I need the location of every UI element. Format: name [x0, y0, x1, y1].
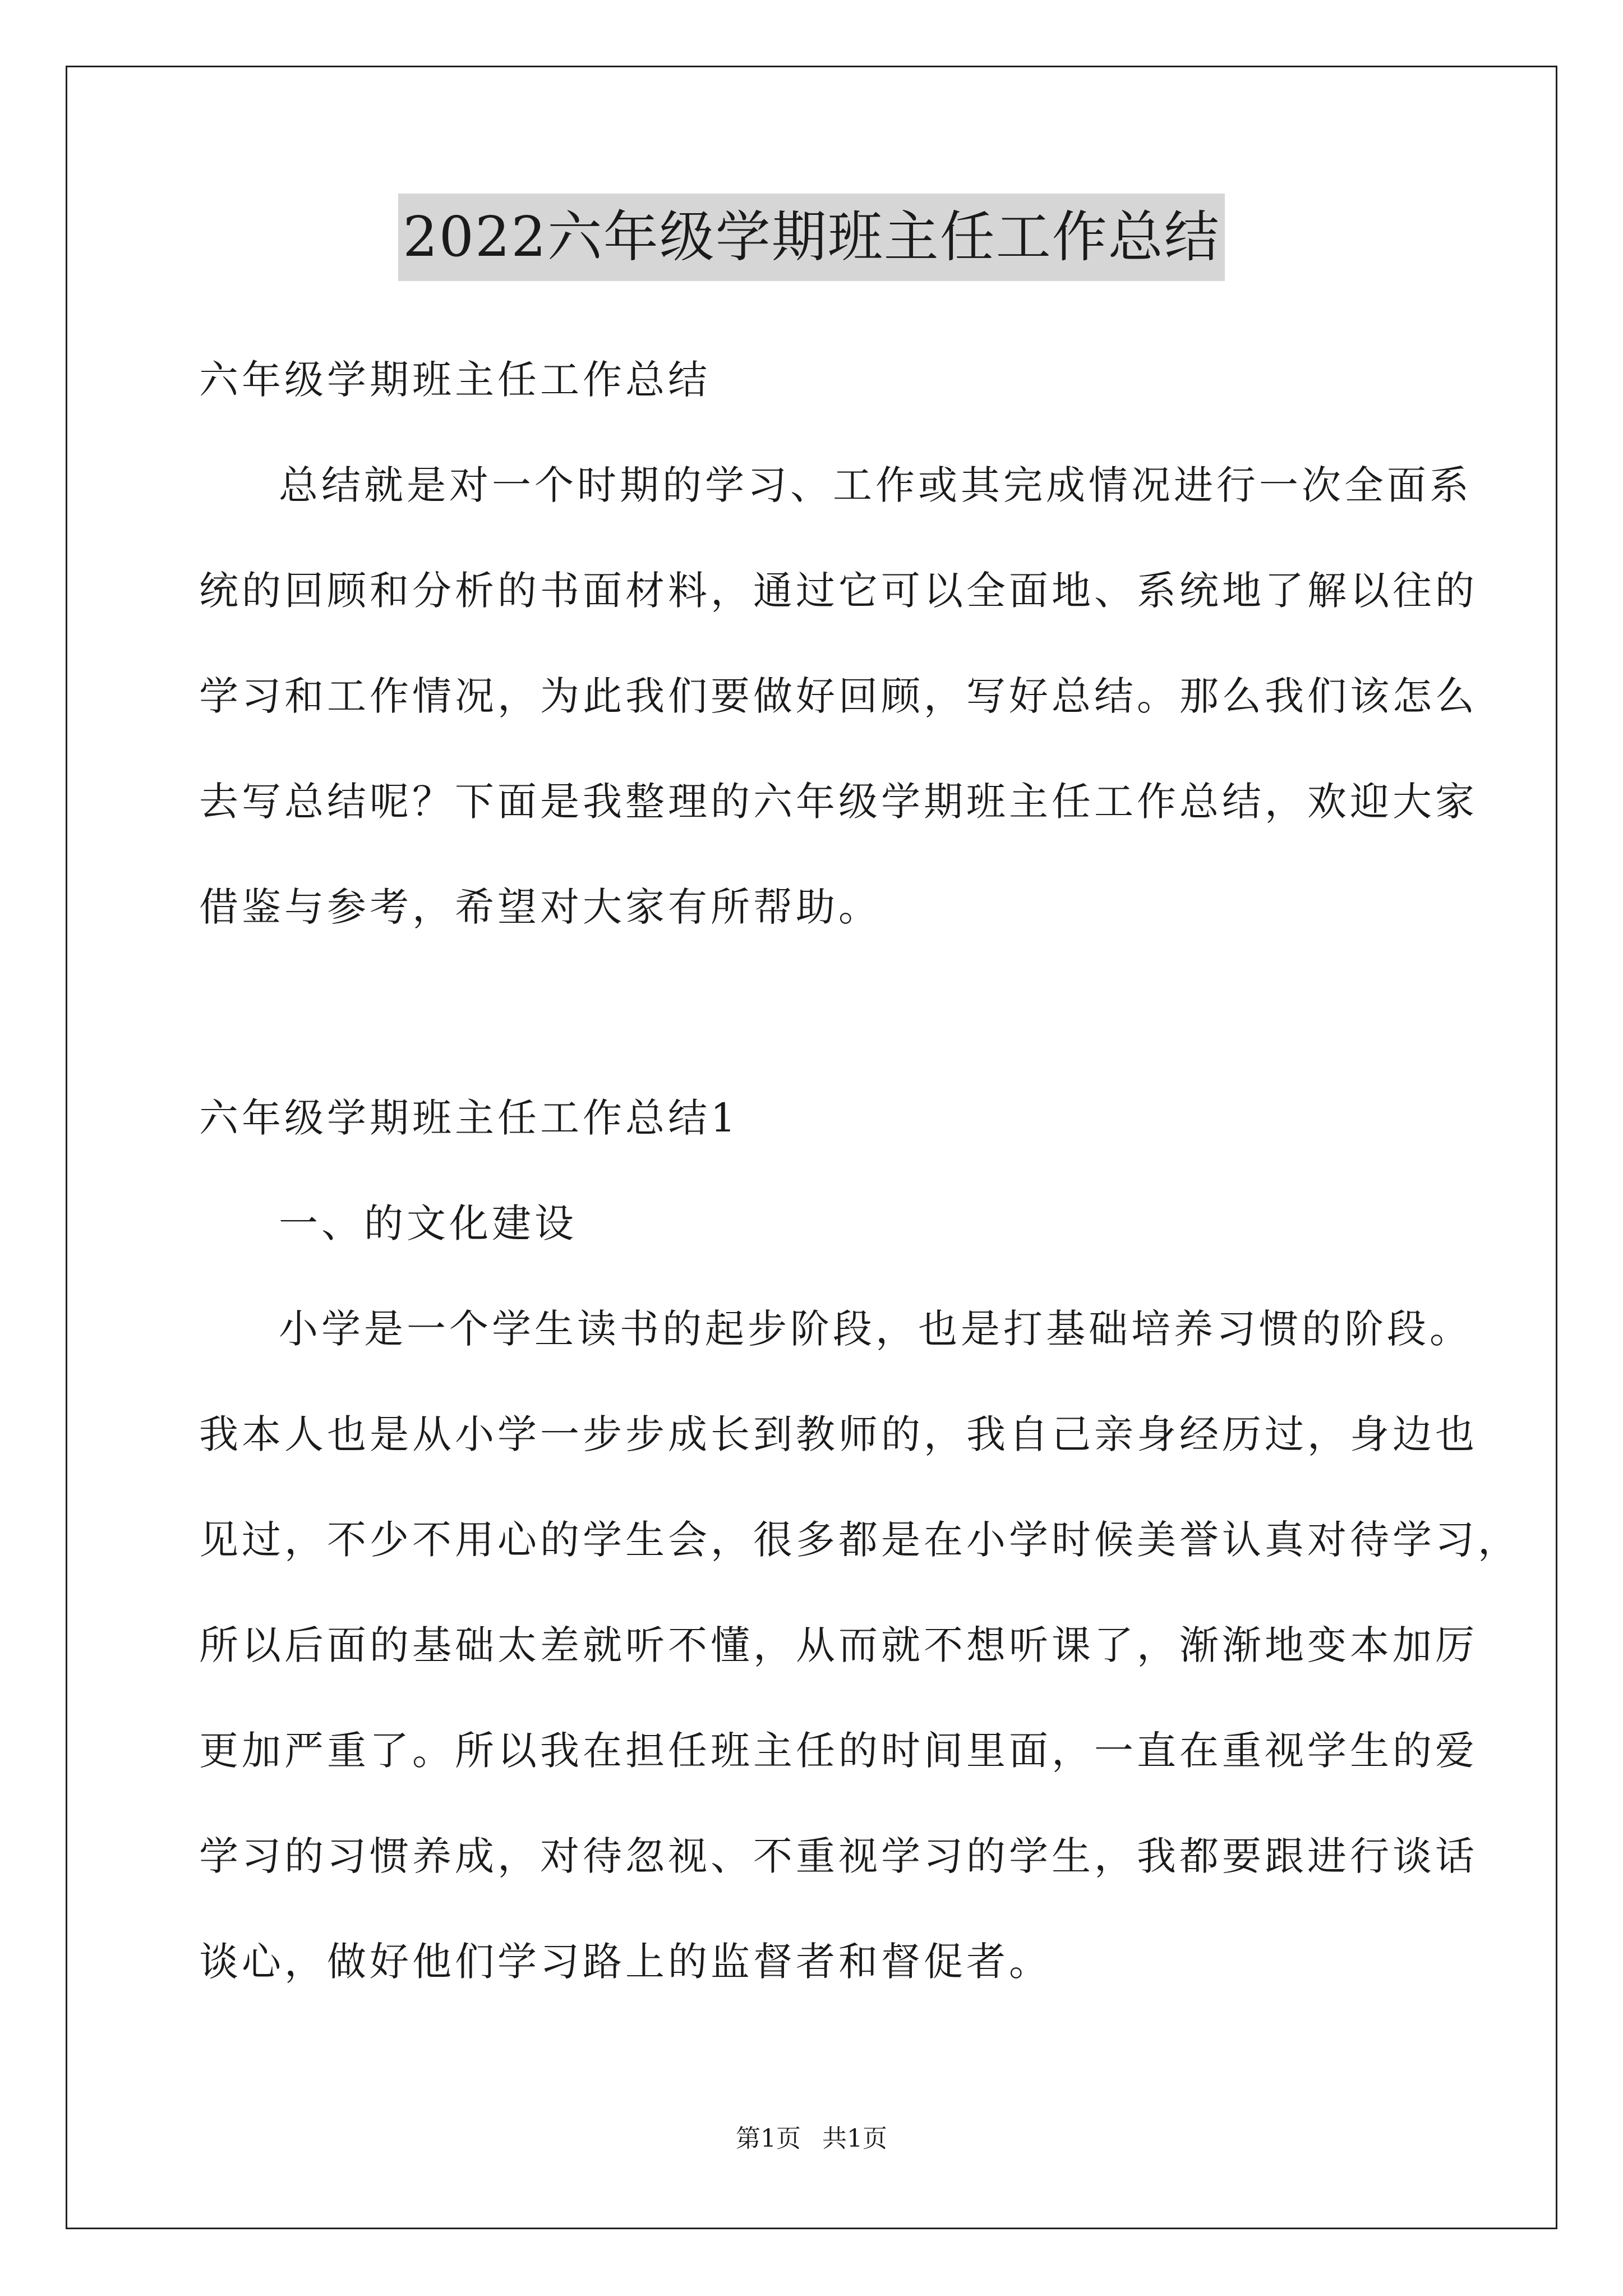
body-paragraph-line: 我本人也是从小学一步步成长到教师的，我自己亲身经历过，身边也 — [199, 1411, 1478, 1457]
document-subtitle: 六年级学期班主任工作总结 — [199, 357, 711, 403]
body-paragraph-line: 谈心，做好他们学习路上的监督者和督促者。 — [199, 1939, 1052, 1985]
intro-paragraph-line: 去写总结呢？下面是我整理的六年级学期班主任工作总结，欢迎大家 — [199, 779, 1478, 825]
page-number-total: 共1页 — [822, 2124, 887, 2153]
document-title: 2022六年级学期班主任工作总结 — [398, 194, 1224, 281]
page-footer — [0, 2122, 1623, 2156]
page-number-current: 第1页 — [736, 2124, 801, 2153]
body-paragraph-line: 更加严重了。所以我在担任班主任的时间里面，一直在重视学生的爱 — [199, 1728, 1478, 1774]
intro-paragraph-line: 总结就是对一个时期的学习、工作或其完成情况进行一次全面系 — [279, 462, 1472, 508]
body-paragraph-line: 所以后面的基础太差就听不懂，从而就不想听课了，渐渐地变本加厉 — [199, 1622, 1478, 1668]
intro-paragraph-line: 借鉴与参考，希望对大家有所帮助。 — [199, 884, 881, 930]
body-paragraph-line: 小学是一个学生读书的起步阶段，也是打基础培养习惯的阶段。 — [279, 1306, 1472, 1352]
title-container — [0, 194, 1623, 281]
body-paragraph-line: 学习的习惯养成，对待忽视、不重视学习的学生，我都要跟进行谈话 — [199, 1833, 1478, 1879]
body-paragraph-line: 见过，不少不用心的学生会，很多都是在小学时候美誉认真对待学习， — [199, 1517, 1520, 1563]
subsection-heading: 一、的文化建设 — [279, 1200, 577, 1246]
section-heading: 六年级学期班主任工作总结1 — [199, 1095, 739, 1141]
intro-paragraph-line: 学习和工作情况，为此我们要做好回顾，写好总结。那么我们该怎么 — [199, 673, 1478, 719]
intro-paragraph-line: 统的回顾和分析的书面材料，通过它可以全面地、系统地了解以往的 — [199, 568, 1478, 614]
